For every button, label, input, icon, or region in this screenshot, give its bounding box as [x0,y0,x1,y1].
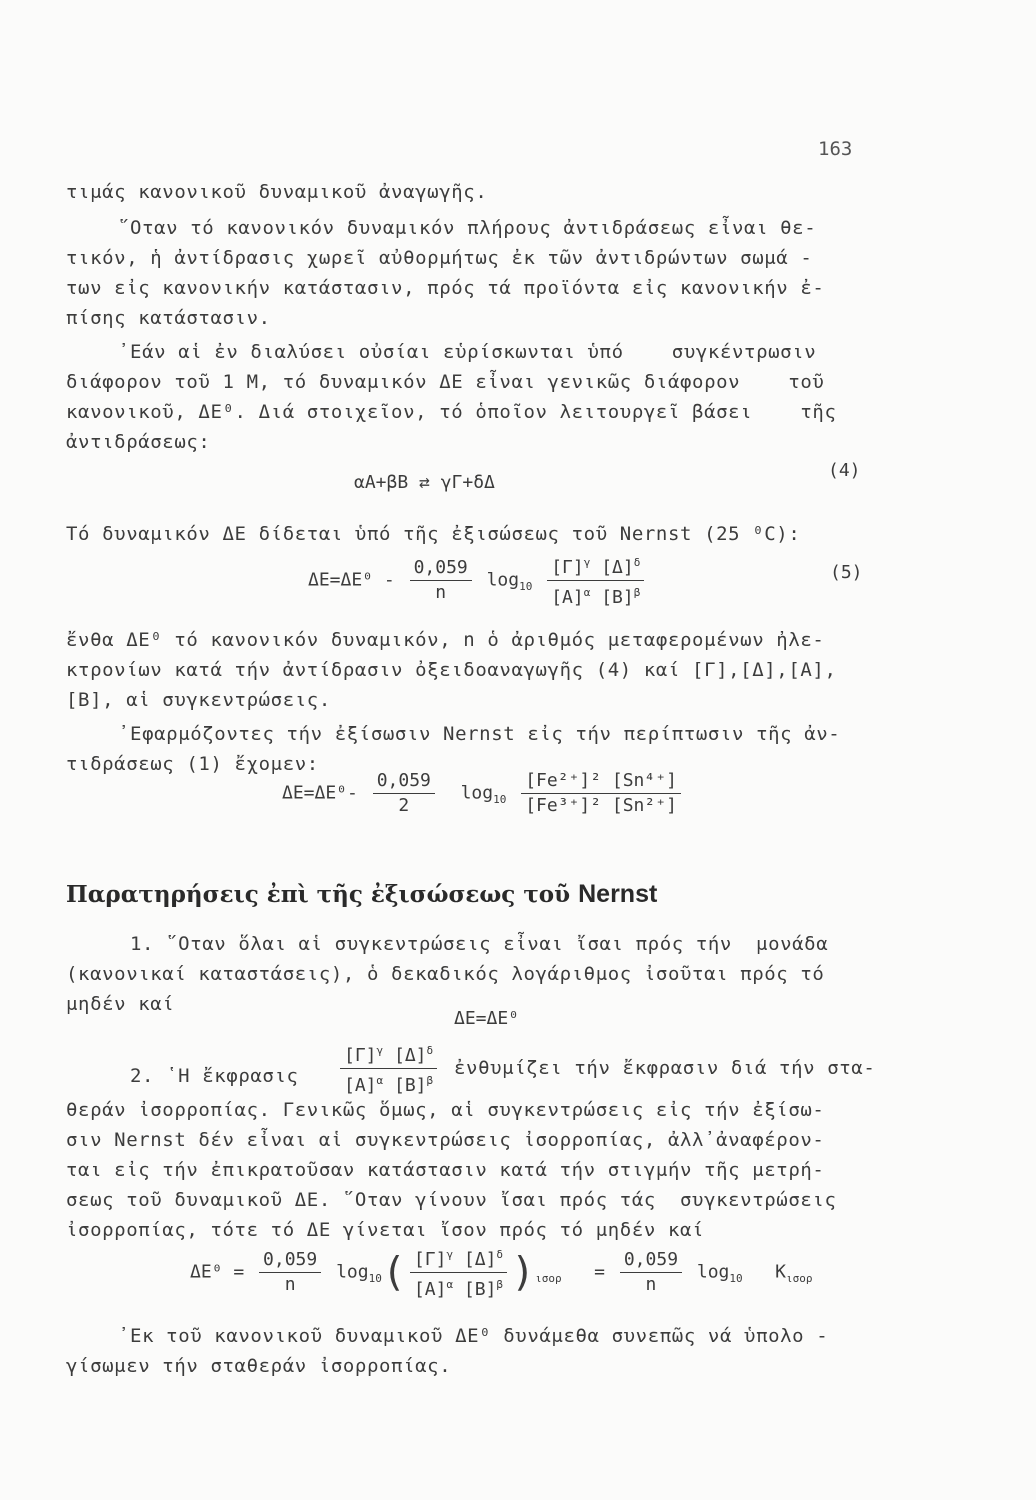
concentration-fraction [547,552,644,609]
text-line: πίσης κατάστασιν. [66,307,271,329]
text-line: ῞Οταν τό κανονικόν δυναμικόν πλήρους ἀντιδράσεως εἶναι θε- [118,217,817,239]
text-line: σιν Nernst δέν εἶναι αἱ συγκεντρώσεις ἰσορροπίας, ἀλλ᾽ἀναφέρον- [66,1129,825,1151]
text-line: ἐνθυμίζει τήν ἔκφρασιν διά τήν στα- [454,1057,876,1079]
text-line: θεράν ἰσορροπίας. Γενικῶς ὅμως, αἱ συγκεντρώσεις εἰς τήν ἐξίσω- [66,1099,825,1121]
concentration-fraction: $\frac{\text{[Fe²⁺]² [Sn⁴⁺]}}{\text{[Fe³⁺]² [Sn²⁺]}}$ [521,770,681,817]
text-line: μηδέν καί [66,993,175,1015]
log-base: 10 [519,580,533,594]
text-line: τιμάς κανονικοῦ δυναμικοῦ ἀναγωγῆς. [66,181,488,203]
text-line: τιδράσεως (1) ἔχομεν: [66,753,319,775]
concentration-numerator: $[\Gamma]^\gamma$ $[\Delta]^\delta$ [547,552,644,581]
iron-tin-equation: ΔΕ=ΔΕ⁰- $\frac{0,059}{2}$ $\log_{10}$ $\frac{\text{[Fe²⁺]² [Sn⁴⁺]}}{\text{[Fe³⁺]² [Sn²⁺]}}$ [282,770,685,817]
zero-log-equation: ΔΕ=ΔΕ⁰ [454,1008,520,1029]
text-line: γίσωμεν τήν σταθεράν ἰσορροπίας. [66,1355,452,1377]
log-symbol: log [486,569,520,591]
text-line: ᾽Εφαρμόζοντες τήν ἐξίσωσιν Nernst εἰς τήν περίπτωσιν τῆς ἀν- [118,723,841,745]
nernst-equation [308,552,648,609]
text-line: ται εἰς τήν ἐπικρατοῦσαν κατάστασιν κατά τήν στιγμήν τῆς μετρή- [66,1159,825,1181]
reaction-equation: αΑ+βΒ ⇄ γΓ+δΔ [354,472,495,493]
minus-sign: - [383,569,395,591]
text-line: ᾽Εάν αἱ ἐν διαλύσει οὐσίαι εὑρίσκωνται ὑπό συγκέντρωσιν [118,341,817,363]
coefficient-fraction [410,557,472,604]
equation-number: (5) [830,562,863,583]
text-line: ᾽Εκ τοῦ κανονικοῦ δυναμικοῦ ΔΕ⁰ δυνάμεθα συνεπῶς νά ὑπολο - [118,1325,829,1347]
page-number: 163 [818,138,853,160]
text-line: τικόν, ἡ ἀντίδρασις χωρεῖ αὐθορμήτως ἐκ τῶν ἀντιδρώντων σωμά - [66,247,813,269]
text-line: ἰσορροπίας, τότε τό ΔΕ γίνεται ἴσον πρός τό μηδέν καί [66,1219,705,1241]
text-line: σεως τοῦ δυναμικοῦ ΔΕ. ῞Οταν γίνουν ἴσαι πρός τάς συγκεντρώσεις [66,1189,837,1211]
section-heading: Παρατηρήσεις ἐπὶ τῆς ἐξισώσεως τοῦ Nernst [66,880,658,908]
text-line: ἔνθα ΔΕ⁰ τό κανονικόν δυναμικόν, n ὁ ἀριθμός μεταφερομένων ἠλε- [66,629,825,651]
text-line: ἀντιδράσεως: [66,431,211,453]
coefficient-fraction: $\frac{0,059}{2}$ [373,770,435,817]
text-line: κτρονίων κατά τήν ἀντίδρασιν ὀξειδοαναγωγῆς (4) καί [Γ],[Δ],[Α], [66,659,837,681]
text-line: κανονικοῦ, ΔΕ⁰. Διά στοιχεῖον, τό ὁποῖον λειτουργεῖ βάσει τῆς [66,401,837,423]
text-line: των εἰς κανονικήν κατάστασιν, πρός τά προϊόντα εἰς κανονικήν ἐ- [66,277,825,299]
text-line: (κανονικαί καταστάσεις), ὁ δεκαδικός λογάριθμος ἰσοῦται πρός τό [66,963,825,985]
coefficient-denominator: n [435,582,447,603]
equation-number: (4) [828,460,861,481]
text-line: 1. ῞Οταν ὅλαι αἱ συγκεντρώσεις εἶναι ἴσαι πρός τήν μονάδα [130,933,829,955]
equation-lhs: ΔΕ=ΔΕ⁰- [282,782,358,804]
text-line: 2. ῾Η ἔκφρασις [130,1065,299,1087]
log-symbol: log [460,782,494,804]
text-line: διάφορον τοῦ 1 Μ, τό δυναμικόν ΔΕ εἶναι γενικῶς διάφορον τοῦ [66,371,825,393]
concentration-denominator: $[A]^\alpha$ $[B]^\beta$ [551,586,641,608]
coefficient-numerator: 0,059 [410,557,472,581]
concentration-ratio: $\frac{[\Gamma]^\gamma [\Delta]^\delta}{[A]^\alpha [B]^\beta}$ [336,1040,441,1097]
text-line: [Β], αἱ συγκεντρώσεις. [66,689,331,711]
equation-lhs: ΔΕ=ΔΕ⁰ [308,569,374,591]
text-line: Τό δυναμικόν ΔΕ δίδεται ὑπό τῆς ἐξισώσεως τοῦ Nernst (25 ⁰C): [66,523,801,545]
equilibrium-equation: ΔΕ⁰ = $\frac{0,059}{n}$ $\log_{10}$( $\frac{[\Gamma]^\gamma [\Delta]^\delta}{[A]^\alpha [B]^\beta}$ )$_{\iota\sigma o\rho}$ = $\frac{0,059}{n}$ $\log_{10}$ $K_{\iota\sigma o\rho}$ [190,1244,813,1301]
